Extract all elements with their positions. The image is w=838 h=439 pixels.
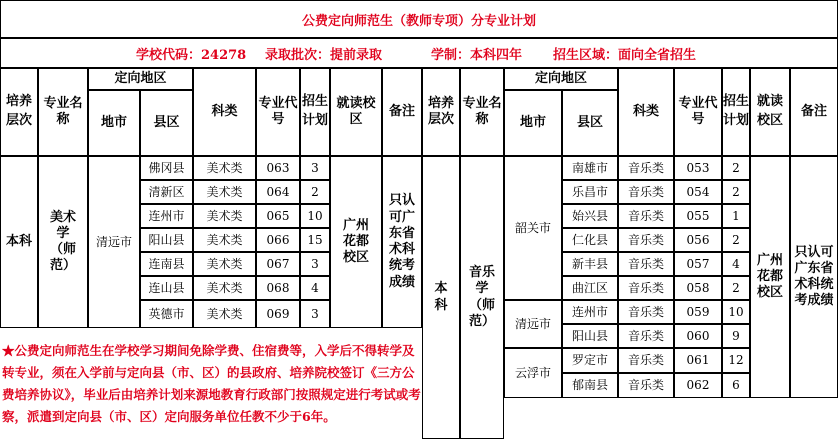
left-plan: 10 [300,204,330,228]
right-category: 音乐类 [618,276,674,300]
right-county: 始兴县 [562,204,618,228]
left-code: 064 [256,180,300,204]
header-campus-right: 就读校区 [750,68,790,156]
right-county: 新丰县 [562,252,618,276]
right-county: 曲江区 [562,276,618,300]
right-category: 音乐类 [618,348,674,373]
left-major: 美术学（师范） [38,156,88,328]
right-plan: 9 [722,324,750,348]
header-category-left: 科类 [193,68,256,156]
right-county: 南雄市 [562,156,618,180]
left-level: 本科 [0,156,38,328]
left-county: 清新区 [140,180,193,204]
footnote: ★公费定向师范生在学校学习期间免除学费、住宿费等，入学后不得转学及转专业，须在入学前与定向县（市、区）的县政府、培养院校签订《三方公费培养协议》，毕业后由培养计划来源地教育行政部门按照规定进行考试或考察，派遣到定向县（市、区）定向服务单位任教不少于6年。 [2,343,421,424]
right-category: 音乐类 [618,204,674,228]
left-plan: 3 [300,300,330,328]
right-category: 音乐类 [618,300,674,324]
header-code-right: 专业代号 [674,68,722,156]
left-county: 英德市 [140,300,193,328]
page-title: 公费定向师范生（教师专项）分专业计划 [0,0,838,38]
right-plan: 10 [722,300,750,324]
left-category: 美术类 [193,300,256,328]
right-city: 云浮市 [504,348,562,398]
right-plan: 6 [722,373,750,398]
right-code: 057 [674,252,722,276]
left-plan: 15 [300,228,330,252]
right-city: 清远市 [504,300,562,348]
left-category: 美术类 [193,156,256,180]
left-campus: 广州花都校区 [330,156,382,328]
header-level-right: 培养层次 [422,68,460,156]
right-code: 059 [674,300,722,324]
left-city: 清远市 [88,156,140,328]
right-code: 058 [674,276,722,300]
left-code: 066 [256,228,300,252]
left-county: 连山县 [140,276,193,300]
header-county-right: 县区 [562,90,618,156]
right-code: 056 [674,228,722,252]
right-plan: 2 [722,156,750,180]
right-code: 060 [674,324,722,348]
right-plan: 4 [722,252,750,276]
header-county-left: 县区 [140,90,193,156]
right-level: 本科 [422,156,460,439]
right-plan: 2 [722,180,750,204]
right-category: 音乐类 [618,324,674,348]
right-category: 音乐类 [618,180,674,204]
admission-batch: 录取批次：提前录取 [265,47,383,63]
left-county: 连州市 [140,204,193,228]
right-category: 音乐类 [618,228,674,252]
right-code: 061 [674,348,722,373]
right-county: 罗定市 [562,348,618,373]
header-remark-left: 备注 [382,68,422,156]
right-code: 055 [674,204,722,228]
right-code: 054 [674,180,722,204]
right-plan: 2 [722,228,750,252]
left-category: 美术类 [193,276,256,300]
right-county: 连州市 [562,300,618,324]
right-plan: 2 [722,276,750,300]
header-category-right: 科类 [618,68,674,156]
left-county: 佛冈县 [140,156,193,180]
left-code: 068 [256,276,300,300]
left-code: 069 [256,300,300,328]
enrollment-region: 招生区域：面向全省招生 [553,47,697,63]
left-category: 美术类 [193,228,256,252]
left-plan: 3 [300,252,330,276]
header-city-left: 地市 [88,90,140,156]
right-code: 062 [674,373,722,398]
left-code: 063 [256,156,300,180]
right-code: 053 [674,156,722,180]
left-code: 065 [256,204,300,228]
header-level-left: 培养层次 [0,68,38,156]
school-code: 学校代码：24278 [136,47,247,63]
right-category: 音乐类 [618,156,674,180]
right-county: 郁南县 [562,373,618,398]
right-county: 乐昌市 [562,180,618,204]
left-category: 美术类 [193,204,256,228]
header-area-right: 定向地区 [504,68,618,90]
header-remark-right: 备注 [790,68,838,156]
left-category: 美术类 [193,252,256,276]
left-county: 阳山县 [140,228,193,252]
left-plan: 3 [300,156,330,180]
header-major-right: 专业名称 [460,68,504,156]
left-code: 067 [256,252,300,276]
right-campus: 广州花都校区 [750,156,790,398]
right-county: 仁化县 [562,228,618,252]
right-major: 音乐学（师范） [460,156,504,439]
right-plan: 12 [722,348,750,373]
left-plan: 4 [300,276,330,300]
header-major-left: 专业名称 [38,68,88,156]
left-remark: 只认可广东省术科统考成绩 [382,156,422,328]
header-plan-right: 招生计划 [722,68,750,156]
right-category: 音乐类 [618,252,674,276]
right-category: 音乐类 [618,373,674,398]
header-city-right: 地市 [504,90,562,156]
right-plan: 1 [722,204,750,228]
header-code-left: 专业代号 [256,68,300,156]
study-duration: 学制：本科四年 [431,47,523,63]
right-city: 韶关市 [504,156,562,300]
header-area-left: 定向地区 [88,68,193,90]
header-plan-left: 招生计划 [300,68,330,156]
left-plan: 2 [300,180,330,204]
right-remark: 只认可广东省术科统考成绩 [790,156,838,398]
left-category: 美术类 [193,180,256,204]
header-campus-left: 就读校区 [330,68,382,156]
info-bar [0,38,838,68]
right-county: 阳山县 [562,324,618,348]
left-county: 连南县 [140,252,193,276]
